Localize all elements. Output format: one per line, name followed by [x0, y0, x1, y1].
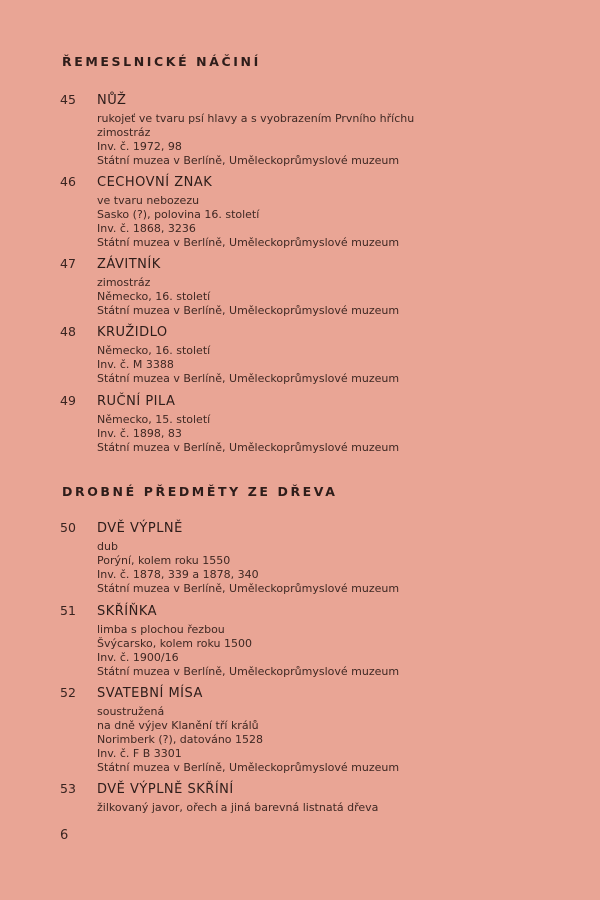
- entry-title: SVATEBNÍ MÍSA: [97, 686, 203, 701]
- entry-line: zimostráz: [97, 276, 151, 289]
- entry-line: rukojeť ve tvaru psí hlavy a s vyobrazením Prvního hříchu: [97, 112, 415, 125]
- entry-title: DVĚ VÝPLNĚ: [97, 521, 183, 536]
- entry-title: DVĚ VÝPLNĚ SKŘÍNÍ: [97, 782, 234, 797]
- entry-line: na dně výjev Klanění tří králů: [97, 719, 259, 732]
- entry-title: KRUŽIDLO: [97, 325, 168, 340]
- entry-line: Sasko (?), polovina 16. století: [97, 208, 260, 221]
- entry-line: Státní muzea v Berlíně, Uměleckoprůmyslové muzeum: [97, 665, 400, 678]
- entry-line: Státní muzea v Berlíně, Uměleckoprůmyslové muzeum: [97, 761, 400, 774]
- entry-line: limba s plochou řezbou: [97, 623, 225, 636]
- catalog-entry: [60, 520, 480, 596]
- entry-line: Státní muzea v Berlíně, Uměleckoprůmyslové muzeum: [97, 582, 400, 595]
- entry-title: RUČNÍ PILA: [97, 394, 176, 409]
- entry-line: Státní muzea v Berlíně, Uměleckoprůmyslové muzeum: [97, 441, 400, 454]
- catalog-entry: [60, 393, 480, 455]
- entry-line: Státní muzea v Berlíně, Uměleckoprůmyslové muzeum: [97, 154, 400, 167]
- entry-line: Německo, 16. století: [97, 344, 211, 357]
- entry-number: 48: [60, 324, 76, 339]
- catalog-entry: [60, 685, 480, 775]
- entry-line: Německo, 16. století: [97, 290, 211, 303]
- entry-line: Inv. č. F B 3301: [97, 747, 182, 760]
- entry-line: žilkovaný javor, ořech a jiná barevná listnatá dřeva: [97, 801, 379, 814]
- entry-number: 47: [60, 256, 76, 271]
- entry-line: Porýní, kolem roku 1550: [97, 554, 231, 567]
- entry-number: 49: [60, 393, 76, 408]
- entry-line: ve tvaru nebozezu: [97, 194, 200, 207]
- entry-line: Švýcarsko, kolem roku 1500: [97, 637, 252, 650]
- entry-line: Státní muzea v Berlíně, Uměleckoprůmyslové muzeum: [97, 372, 400, 385]
- catalog-entry: [60, 256, 480, 318]
- entry-number: 51: [60, 603, 76, 618]
- entry-line: zimostráz: [97, 126, 151, 139]
- entry-line: Norimberk (?), datováno 1528: [97, 733, 264, 746]
- page-number: 6: [60, 828, 69, 843]
- catalog-entry: [60, 174, 480, 250]
- catalog-entry: [60, 92, 480, 168]
- entry-line: Inv. č. 1900/16: [97, 651, 179, 664]
- entry-line: Státní muzea v Berlíně, Uměleckoprůmyslové muzeum: [97, 304, 400, 317]
- entry-line: Inv. č. 1972, 98: [97, 140, 182, 153]
- entry-number: 46: [60, 174, 76, 189]
- entry-title: ZÁVITNÍK: [97, 257, 161, 272]
- catalog-entry: [60, 603, 480, 679]
- entry-line: Inv. č. 1898, 83: [97, 427, 182, 440]
- section-title: ŘEMESLNICKÉ NÁČINÍ: [62, 54, 261, 69]
- entry-title: NŮŽ: [97, 93, 127, 108]
- entry-line: Inv. č. 1878, 339 a 1878, 340: [97, 568, 259, 581]
- catalog-entry: [60, 324, 480, 386]
- entry-line: soustružená: [97, 705, 165, 718]
- entry-line: Inv. č. M 3388: [97, 358, 174, 371]
- entry-number: 45: [60, 92, 76, 107]
- catalog-entry: [60, 781, 480, 815]
- entry-number: 52: [60, 685, 76, 700]
- entry-line: Inv. č. 1868, 3236: [97, 222, 196, 235]
- section-title: DROBNÉ PŘEDMĚTY ZE DŘEVA: [62, 484, 338, 499]
- entry-line: Německo, 15. století: [97, 413, 211, 426]
- entry-title: CECHOVNÍ ZNAK: [97, 175, 213, 190]
- entry-line: dub: [97, 540, 118, 553]
- entry-number: 53: [60, 781, 76, 796]
- entry-line: Státní muzea v Berlíně, Uměleckoprůmyslové muzeum: [97, 236, 400, 249]
- entry-number: 50: [60, 520, 76, 535]
- entry-title: SKŘÍŇKA: [97, 604, 158, 619]
